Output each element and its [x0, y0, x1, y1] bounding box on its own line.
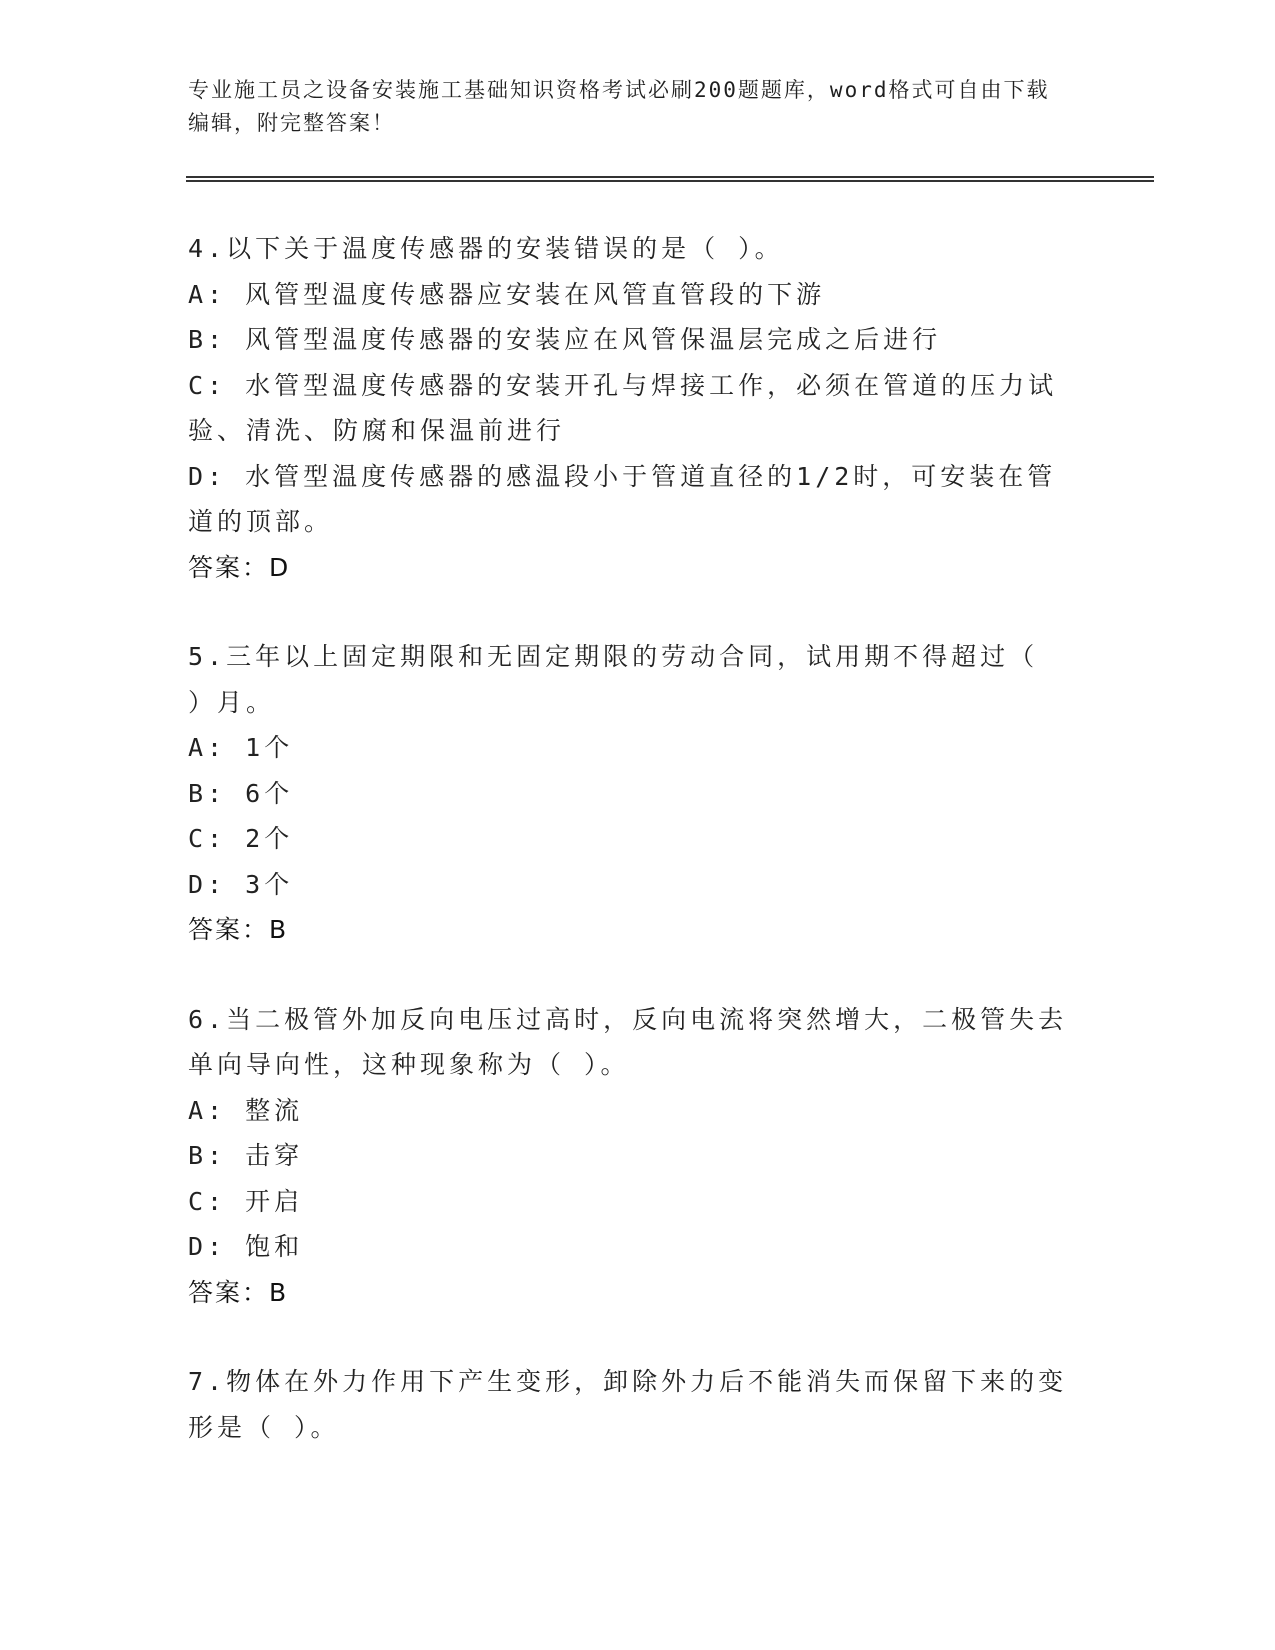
option-a: A: 风管型温度传感器应安装在风管直管段的下游: [188, 279, 826, 309]
question-stem: 6.当二极管外加反向电压过高时，反向电流将突然增大，二极管失去单向导向性，这种现象称为（ ）。: [188, 1004, 1068, 1079]
question-6: [188, 997, 1068, 1316]
question-5: [188, 634, 1068, 953]
answer: 答案：B: [188, 1277, 289, 1307]
question-stem: 4.以下关于温度传感器的安装错误的是（ ）。: [188, 234, 784, 263]
question-4: [188, 226, 1068, 590]
question-stem: 5.三年以上固定期限和无固定期限的劳动合同，试用期不得超过（ ）月。: [188, 642, 1039, 717]
answer: 答案：D: [188, 552, 291, 582]
option-c: C: 2个: [188, 824, 294, 853]
header-text: 专业施工员之设备安装施工基础知识资格考试必刷200题题库，word格式可自由下载编辑，附完整答案！: [188, 78, 1050, 135]
option-d: D: 饱和: [188, 1232, 304, 1261]
question-7: [188, 1359, 1068, 1450]
option-c: C: 水管型温度传感器的安装开孔与焊接工作，必须在管道的压力试验、清洗、防腐和保温前进行: [188, 370, 1058, 445]
option-c: C: 开启: [188, 1186, 304, 1216]
option-b: B: 击穿: [188, 1141, 304, 1170]
option-a: A: 1个: [188, 733, 294, 762]
option-d: D: 水管型温度传感器的感温段小于管道直径的1/2时，可安装在管道的顶部。: [188, 461, 1057, 536]
answer: 答案：B: [188, 915, 289, 944]
question-stem: 7.物体在外力作用下产生变形，卸除外力后不能消失而保留下来的变形是（ ）。: [188, 1367, 1068, 1442]
question-list: [188, 226, 1068, 1494]
option-b: B: 风管型温度传感器的安装应在风管保温层完成之后进行: [188, 325, 942, 354]
option-d: D: 3个: [188, 869, 294, 899]
option-a: A: 整流: [188, 1095, 304, 1125]
option-b: B: 6个: [188, 778, 294, 808]
document-header: [188, 74, 1068, 140]
header-divider: [186, 176, 1154, 182]
